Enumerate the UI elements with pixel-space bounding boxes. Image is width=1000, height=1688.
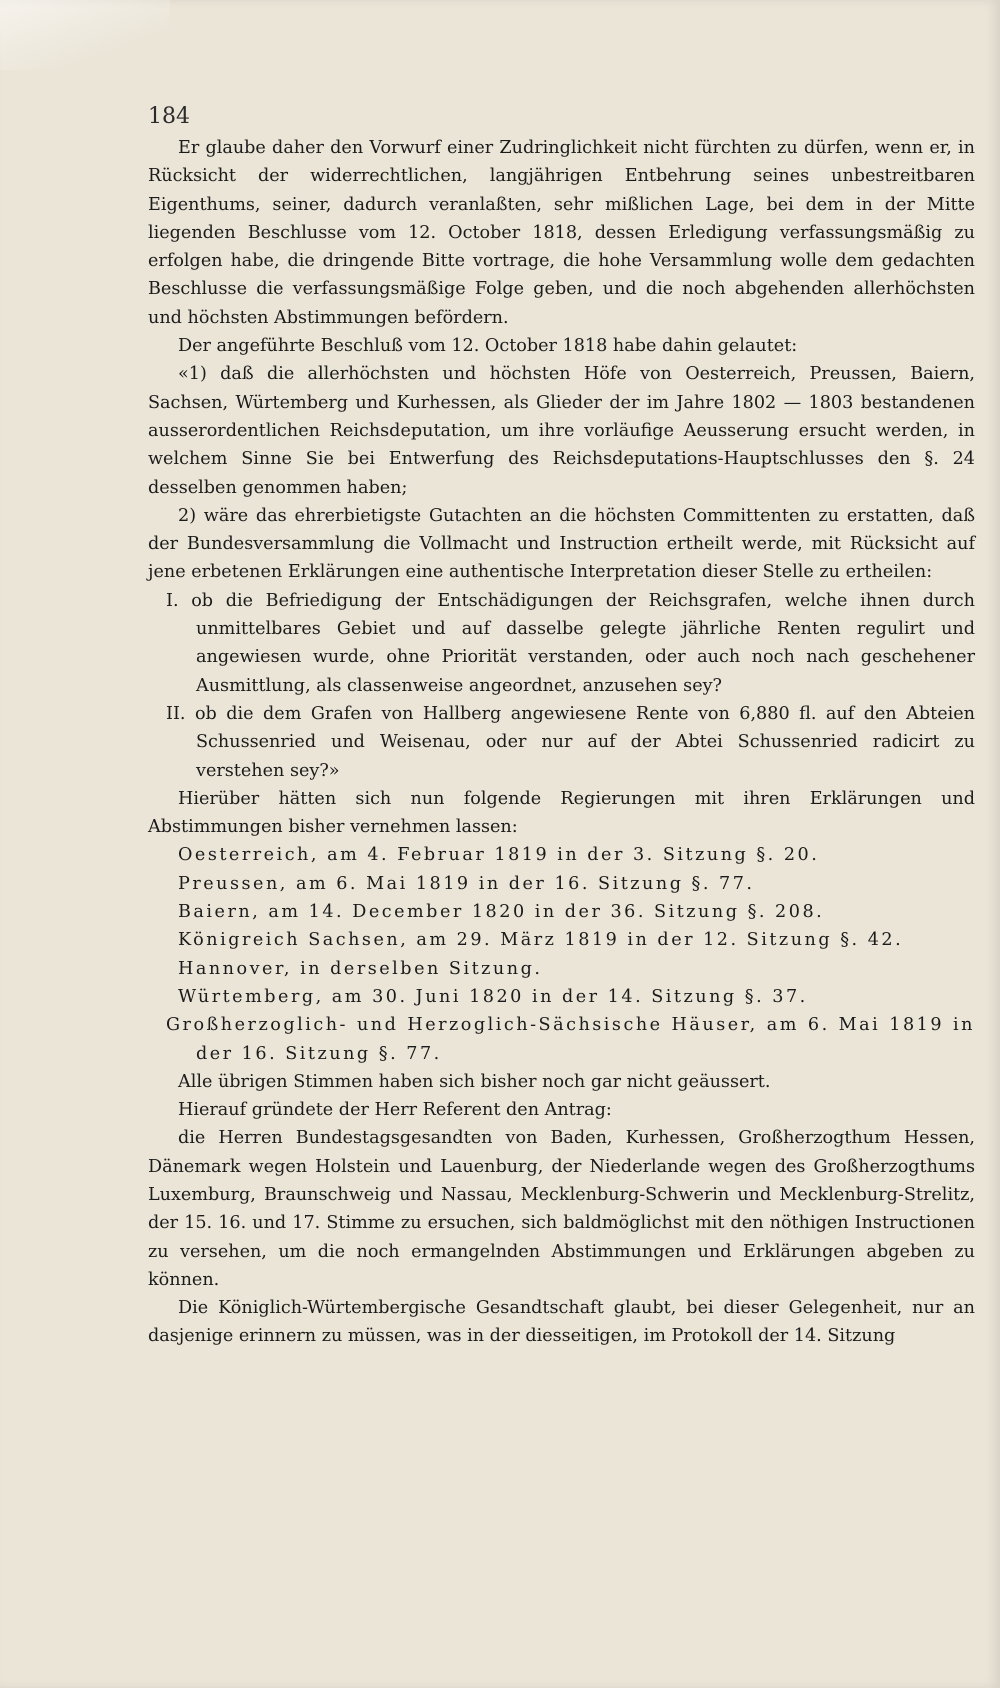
vote-saxon-houses: Großherzoglich- und Herzoglich-Sächsische Häuser, am 6. Mai 1819 in der 16. Sitzung §. 77. [166,1015,975,1064]
resolution-point-2: 2) wäre das ehrerbietigste Gutachten an die höchsten Committenten zu erstatten, daß der Bundesversammlung die Vollmacht und Instruction ertheilt werde, mit Rücksicht auf jene erbetenen Erklärungen eine authentische Interpretation dieser Stelle zu ertheilen: [148,505,975,583]
question-1: I. ob die Befriedigung der Entschädigungen der Reichsgrafen, welche ihnen durch unmittelbares Gebiet und auf dasselbe gelegte jährliche Renten regulirt und angewiesen wurde, ohne Priorität verstanden, oder auch noch nach geschehener Ausmittlung, als classenweise angeordnet, anzusehen sey? [166,590,975,696]
paragraph-votes-intro: Hierüber hätten sich nun folgende Regierungen mit ihren Erklärungen und Abstimmungen bisher vernehmen lassen: [148,788,975,838]
paragraph-wuerttemberg-legation: Die Königlich-Würtembergische Gesandtschaft glaubt, bei dieser Gelegenheit, nur an dasjenige erinnern zu müssen, was in der diesseitigen, im Protokoll der 14. Sitzung [148,1298,975,1347]
paragraph-2: Der angeführte Beschluß vom 12. October 1818 habe dahin gelautet: [178,336,798,357]
paragraph-remaining-votes: Alle übrigen Stimmen haben sich bisher noch gar nicht geäussert. [178,1071,771,1092]
question-2: II. ob die dem Grafen von Hallberg angewiesene Rente von 6,880 fl. auf den Abteien Schussenried und Weisenau, oder nur auf der Abtei Schussenried radicirt zu verstehen sey?» [166,703,975,781]
vote-saxony: Königreich Sachsen, am 29. März 1819 in der 12. Sitzung §. 42. [178,930,904,951]
body-text [148,134,975,1351]
vote-austria: Oesterreich, am 4. Februar 1819 in der 3. Sitzung §. 20. [178,845,820,866]
paragraph-1: Er glaube daher den Vorwurf einer Zudringlichkeit nicht fürchten zu dürfen, wenn er, in Rücksicht der widerrechtlichen, langjährigen Entbehrung seines unbestreitbaren Eigenthums, seiner, dadurch veranlaßten, sehr mißlichen Lage, bei dem in der Mitte liegenden Beschlusse vom 12. October 1818, dessen Erledigung verfassungsmäßig zu erfolgen habe, die dringende Bitte vortrage, die hohe Versammlung wolle dem gedachten Beschlusse die verfassungsmäßige Folge geben, und die noch abgehenden allerhöchsten und höchsten Abstimmungen befördern. [148,138,975,328]
page-corner-fold [0,0,170,70]
vote-bavaria: Baiern, am 14. December 1820 in der 36. Sitzung §. 208. [178,902,825,923]
paragraph-motion-text: die Herren Bundestagsgesandten von Baden, Kurhessen, Großherzogthum Hessen, Dänemark wegen Holstein und Lauenburg, der Niederlande wegen des Großherzogthums Luxemburg, Braunschweig und Nassau, Mecklenburg-Schwerin und Mecklenburg-Strelitz, der 15. 16. und 17. Stimme zu ersuchen, sich baldmöglichst mit den nöthigen Instructionen zu versehen, um die noch ermangelnden Abstimmungen und Erklärungen abgeben zu können. [148,1128,975,1290]
resolution-point-1: «1) daß die allerhöchsten und höchsten Höfe von Oesterreich, Preussen, Baiern, Sachsen, Würtemberg und Kurhessen, als Glieder der im Jahre 1802 — 1803 bestandenen ausserordentlichen Reichsdeputation, um ihre vorläufige Aeusserung ersucht werden, in welchem Sinne Sie bei Entwerfung des Reichsdeputations-Hauptschlusses den §. 24 desselben genommen haben; [148,364,975,498]
vote-wuerttemberg: Würtemberg, am 30. Juni 1820 in der 14. Sitzung §. 37. [178,986,808,1007]
vote-hanover: Hannover, in derselben Sitzung. [178,958,543,979]
page-number: 184 [148,104,190,129]
vote-prussia: Preussen, am 6. Mai 1819 in der 16. Sitzung §. 77. [178,873,755,894]
paragraph-referent-motion: Hierauf gründete der Herr Referent den Antrag: [178,1100,612,1121]
